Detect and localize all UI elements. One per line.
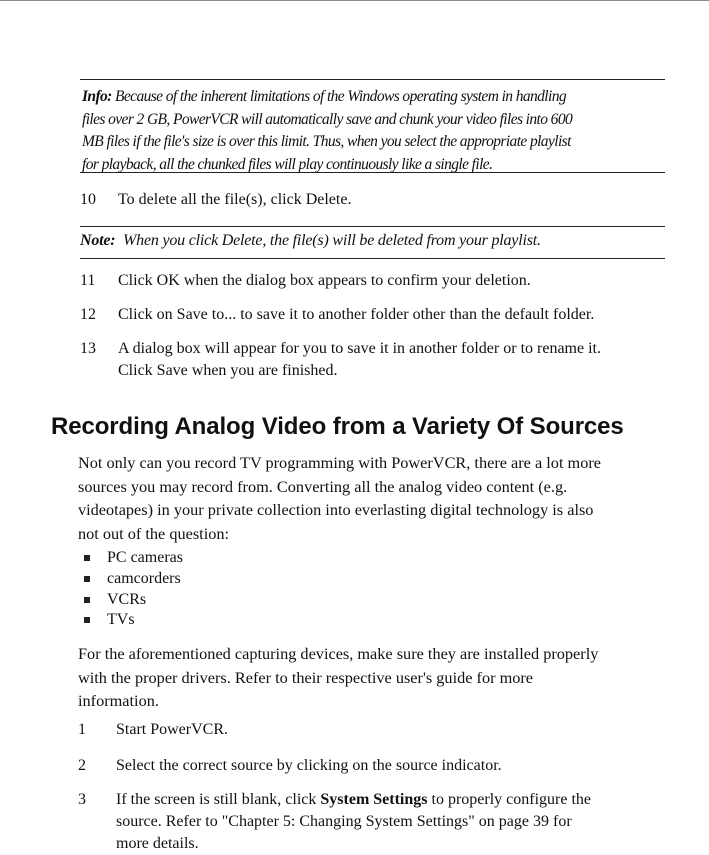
list-item: PC cameras — [84, 548, 384, 569]
step-number: 12 — [80, 306, 96, 323]
info-bottom-rule — [80, 172, 665, 173]
step-number: 13 — [80, 340, 96, 357]
step-13 — [80, 338, 680, 382]
step-text: Start PowerVCR. — [116, 721, 228, 738]
step-11 — [80, 270, 680, 292]
info-line-2: files over 2 GB, PowerVCR will automatically save and chunk your video files into 600 — [82, 110, 573, 128]
step-2 — [78, 755, 678, 777]
step-12 — [80, 304, 680, 326]
step-text: Select the correct source by clicking on the source indicator. — [116, 757, 502, 774]
step-text: Click on Save to... to save it to another folder other than the default folder. — [118, 306, 595, 323]
devices-paragraph: For the aforementioned capturing devices, make sure they are installed properly with the proper drivers. Refer to their respective user's guide for more information. — [78, 644, 599, 710]
step-number: 11 — [80, 272, 96, 289]
note-text: When you click Delete, the file(s) will be deleted from your playlist. — [123, 232, 541, 249]
intro-paragraph: Not only can you record TV programming with PowerVCR, there are a lot more sources you may record from. Converting all the analog video content (e.g. videotapes) in your private collection into everlasting digital technology is also not out of the question: — [78, 453, 601, 543]
step-1 — [78, 719, 678, 741]
info-line-1: Info: Because of the inherent limitations of the Windows operating system in handling — [82, 88, 567, 105]
step-text: If the screen is still blank, click System Settings to properly configure the source. Refer to "Chapter 5: Changing System Settings" on page 39 for more details. — [116, 791, 591, 852]
section-heading: Recording Analog Video from a Variety Of Sources — [51, 413, 624, 440]
bullet-square-icon — [84, 576, 90, 582]
info-line-4: for playback, all the chunked files will play continuously like a single file. — [82, 155, 493, 173]
bullet-square-icon — [84, 597, 90, 603]
note-box — [80, 232, 665, 250]
step-number: 10 — [80, 191, 96, 208]
list-item: camcorders — [84, 569, 384, 590]
step-text: A dialog box will appear for you to save it in another folder or to rename it. — [118, 340, 601, 357]
system-settings-label: System Settings — [320, 791, 428, 808]
info-top-rule — [80, 79, 665, 80]
step-3 — [78, 789, 678, 855]
step-text: To delete all the file(s), click Delete. — [118, 191, 352, 208]
step-number: 3 — [78, 791, 86, 808]
step-number: 1 — [78, 721, 86, 738]
info-label: Info: — [82, 88, 112, 105]
page-top-rule — [0, 0, 709, 1]
step-number: 2 — [78, 757, 86, 774]
step-text: Click OK when the dialog box appears to confirm your deletion. — [118, 272, 531, 289]
list-item: TVs — [84, 610, 384, 631]
source-bullet-list — [84, 548, 384, 631]
note-label: Note: — [80, 232, 116, 249]
note-bottom-rule — [80, 258, 665, 259]
step-text-cont: Click Save when you are finished. — [118, 362, 338, 379]
note-top-rule — [80, 226, 665, 227]
info-line-3: MB files if the file's size is over this limit. Thus, when you select the appropriate playlist — [82, 133, 571, 150]
step-10 — [80, 189, 680, 211]
bullet-square-icon — [84, 555, 90, 561]
list-item: VCRs — [84, 590, 384, 611]
info-box — [82, 86, 666, 176]
bullet-square-icon — [84, 617, 90, 623]
